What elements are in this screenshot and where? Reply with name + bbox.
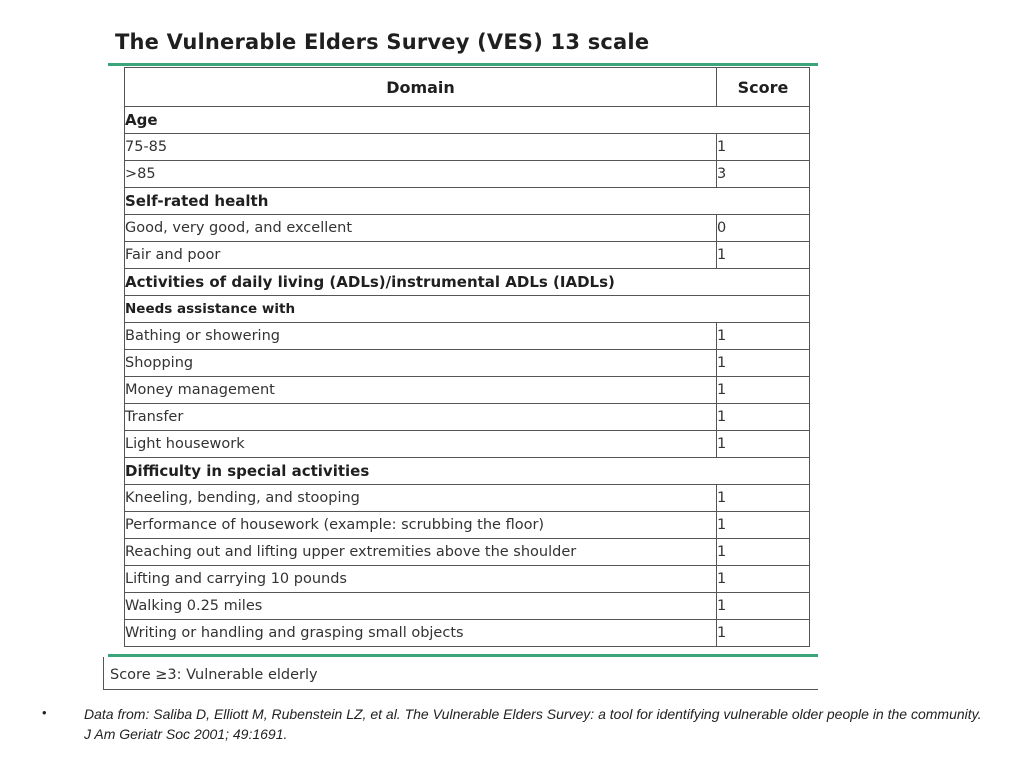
score-cell: 3: [717, 161, 810, 188]
category-label: Age: [125, 107, 717, 134]
table-row: [125, 620, 810, 647]
score-cell: [717, 188, 810, 215]
item-label: Kneeling, bending, and stooping: [125, 485, 717, 512]
score-cell: 0: [717, 215, 810, 242]
table-row: [125, 215, 810, 242]
table-row: [125, 566, 810, 593]
category-label: Activities of daily living (ADLs)/instrumental ADLs (IADLs): [125, 269, 810, 296]
table-row: [125, 323, 810, 350]
table-row: [125, 107, 810, 134]
score-cell: 1: [717, 377, 810, 404]
table-row: [125, 458, 810, 485]
item-label: Reaching out and lifting upper extremities above the shoulder: [125, 539, 717, 566]
table-row: [125, 161, 810, 188]
item-label: Performance of housework (example: scrubbing the floor): [125, 512, 717, 539]
table-row: [125, 296, 810, 323]
score-cell: [717, 107, 810, 134]
item-label: Writing or handling and grasping small objects: [125, 620, 717, 647]
table-row: [125, 404, 810, 431]
ves-score-table: [124, 67, 810, 647]
score-cell: 1: [717, 134, 810, 161]
score-column-header: Score: [717, 68, 810, 107]
table-row: [125, 242, 810, 269]
score-cell: 1: [717, 431, 810, 458]
item-label: 75-85: [125, 134, 717, 161]
item-label: Walking 0.25 miles: [125, 593, 717, 620]
table-row: [125, 512, 810, 539]
table-body: [125, 107, 810, 647]
item-label: Fair and poor: [125, 242, 717, 269]
bottom-accent-rule: [108, 654, 818, 657]
table-row: [125, 188, 810, 215]
score-cell: 1: [717, 620, 810, 647]
source-citation: Data from: Saliba D, Elliott M, Rubenstein LZ, et al. The Vulnerable Elders Survey: a tool for identifying vulnerable older people in the community. J Am Geriatr Soc 2001; 49:1691.: [84, 706, 982, 742]
subheader-label: Needs assistance with: [125, 296, 810, 323]
item-label: Transfer: [125, 404, 717, 431]
table-row: [125, 134, 810, 161]
table-title: The Vulnerable Elders Survey (VES) 13 scale: [115, 30, 650, 54]
score-cell: 1: [717, 242, 810, 269]
item-label: Shopping: [125, 350, 717, 377]
table-row: [125, 539, 810, 566]
item-label: Good, very good, and excellent: [125, 215, 717, 242]
score-cell: 1: [717, 323, 810, 350]
bullet-marker: •: [42, 705, 47, 720]
category-label: Self-rated health: [125, 188, 717, 215]
table-row: [125, 431, 810, 458]
item-label: Money management: [125, 377, 717, 404]
table-row: [125, 485, 810, 512]
score-cell: 1: [717, 350, 810, 377]
category-label: Difficulty in special activities: [125, 458, 717, 485]
item-label: Lifting and carrying 10 pounds: [125, 566, 717, 593]
score-cell: [717, 458, 810, 485]
domain-column-header: Domain: [125, 68, 717, 107]
table-header-row: [125, 68, 810, 107]
item-label: >85: [125, 161, 717, 188]
score-cell: 1: [717, 593, 810, 620]
item-label: Light housework: [125, 431, 717, 458]
table-row: [125, 269, 810, 296]
score-cell: 1: [717, 512, 810, 539]
score-cell: 1: [717, 539, 810, 566]
score-cell: 1: [717, 404, 810, 431]
table-row: [125, 350, 810, 377]
footnote-bottom-border: [103, 689, 818, 690]
score-threshold-note: Score ≥3: Vulnerable elderly: [110, 667, 318, 683]
score-cell: 1: [717, 566, 810, 593]
table-row: [125, 593, 810, 620]
top-accent-rule: [108, 63, 818, 66]
item-label: Bathing or showering: [125, 323, 717, 350]
footnote-left-border: [103, 657, 104, 690]
score-cell: 1: [717, 485, 810, 512]
table-row: [125, 377, 810, 404]
